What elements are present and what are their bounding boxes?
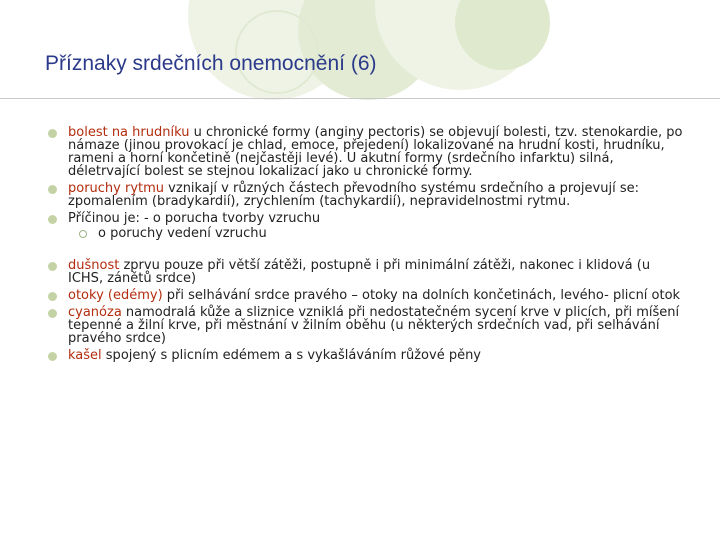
item-text: při selhávání srdce pravého – otoky na dolních končetinách, levého- plicní otok [162,288,681,303]
item-keyword: poruchy rytmu [68,181,165,196]
list-item [48,126,688,178]
symptom-list [48,126,688,362]
list-spacer [48,240,688,259]
bullet-icon [48,352,57,361]
slide-title: Příznaky srdečních onemocnění (6) [45,52,377,75]
title-divider [0,98,720,99]
bullet-icon [48,215,57,224]
bullet-icon [48,262,57,271]
item-keyword: dušnost [68,258,120,273]
item-text: namodralá kůže a sliznice vzniklá při nedostatečném sycení krve v plicích, při míšení tepenné a žilní krve, při městnání v žilním oběhu (u některých srdečních vad, při selhávání pravého srdce) [68,305,680,346]
list-item [48,259,688,285]
sub-bullet-icon [79,230,87,238]
bullet-icon [48,292,57,301]
bullet-icon [48,309,57,318]
bullet-icon [48,129,57,138]
list-item [48,306,688,345]
list-item [48,289,688,302]
sub-item-text: o poruchy vedení vzruchu [98,226,267,241]
item-text: u chronické formy (anginy pectoris) se objevují bolesti, tzv. stenokardie, po námaze (jinou provokací je chlad, emoce, přejedení) lokalizované na hrudní kosti, hrudníku, rameni a horní končetině (nejčastěji levé). U akutní formy (srdečního infarktu) silná, déletrvající bolest se stejnou lokalizací jako u chronické formy. [68,125,683,179]
list-item [48,349,688,362]
bullet-icon [48,185,57,194]
item-text: Příčinou je: - o porucha tvorby vzruchu [68,211,321,226]
item-keyword: kašel [68,348,102,363]
item-text: spojený s plicním edémem a s vykašláváním růžové pěny [101,348,482,363]
item-text: zprvu pouze při větší zátěži, postupně i při minimální zátěži, nakonec i klidová (u ICHS, zánětů srdce) [68,258,651,286]
item-keyword: otoky (edémy) [68,288,163,303]
item-keyword: bolest na hrudníku [68,125,190,140]
list-item [48,182,688,208]
item-text: vznikají v různých částech převodního systému srdečního a projevují se: zpomalením (bradykardií), zrychlením (tachykardií), nepravidelnostmi rytmu. [68,181,639,209]
sub-list-item [68,227,688,240]
item-keyword: cyanóza [68,305,122,320]
list-item [48,212,688,240]
